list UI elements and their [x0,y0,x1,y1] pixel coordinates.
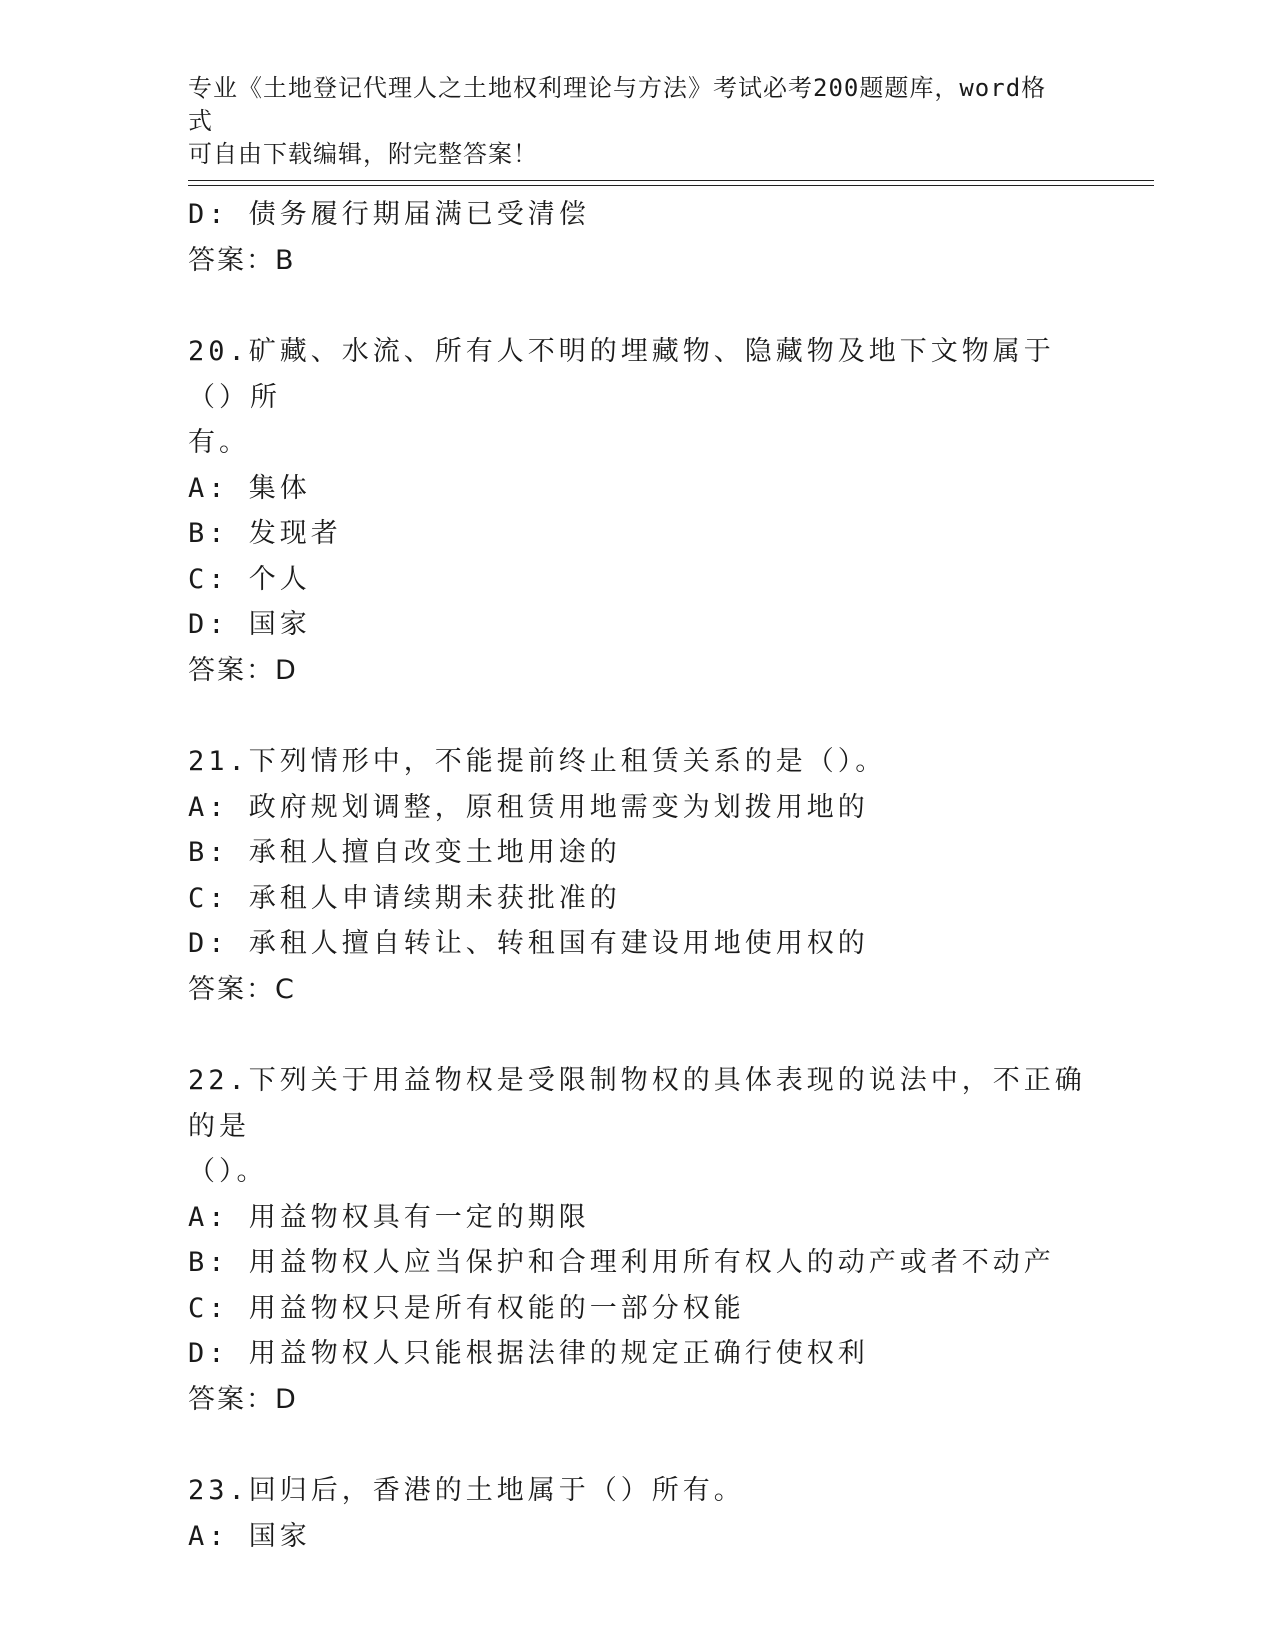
answer-line: 答案：C [188,973,296,1005]
question-21 [188,739,1088,1012]
header-line-2: 可自由下载编辑，附完整答案！ [188,140,538,168]
option-d: D: 用益物权人只能根据法律的规定正确行使权利 [188,1338,869,1369]
option-c: C: 个人 [188,563,311,595]
option-a: A: 用益物权具有一定的期限 [188,1201,590,1233]
option-a: A: 政府规划调整，原租赁用地需变为划拨用地的 [188,791,869,823]
option-b: B: 承租人擅自改变土地用途的 [188,837,621,868]
carryover-block [188,192,1088,283]
header-line-1: 专业《土地登记代理人之土地权利理论与方法》考试必考200题题库，word格式 [188,74,1047,135]
option-c: C: 用益物权只是所有权能的一部分权能 [188,1292,745,1324]
question-list [188,192,1088,1559]
option-a: A: 国家 [188,1520,311,1552]
option-a: A: 集体 [188,472,311,504]
question-20 [188,329,1088,693]
question-stem-continued: （）。 [188,1156,268,1187]
option-b: B: 发现者 [188,518,342,549]
answer-line: 答案：D [188,654,298,686]
question-23 [188,1468,1088,1559]
answer-line: 答案：B [188,244,296,276]
question-stem: 20.矿藏、水流、所有人不明的埋藏物、隐藏物及地下文物属于（）所 [188,336,1055,413]
question-22 [188,1058,1088,1422]
option-d: D: 国家 [188,609,311,640]
question-stem-continued: 有。 [188,427,250,458]
answer-line: 答案：D [188,1383,298,1415]
option-d: D: 承租人擅自转让、转租国有建设用地使用权的 [188,928,869,959]
question-stem: 23.回归后，香港的土地属于（）所有。 [188,1475,745,1506]
option-b: B: 用益物权人应当保护和合理利用所有权人的动产或者不动产 [188,1247,1055,1278]
question-stem: 21.下列情形中，不能提前终止租赁关系的是（）。 [188,746,887,777]
option-d: D: 债务履行期届满已受清偿 [188,199,590,230]
question-stem: 22.下列关于用益物权是受限制物权的具体表现的说法中，不正确的是 [188,1065,1086,1142]
header-double-rule [188,180,1154,186]
document-header [188,72,1068,171]
option-c: C: 承租人申请续期未获批准的 [188,882,621,914]
